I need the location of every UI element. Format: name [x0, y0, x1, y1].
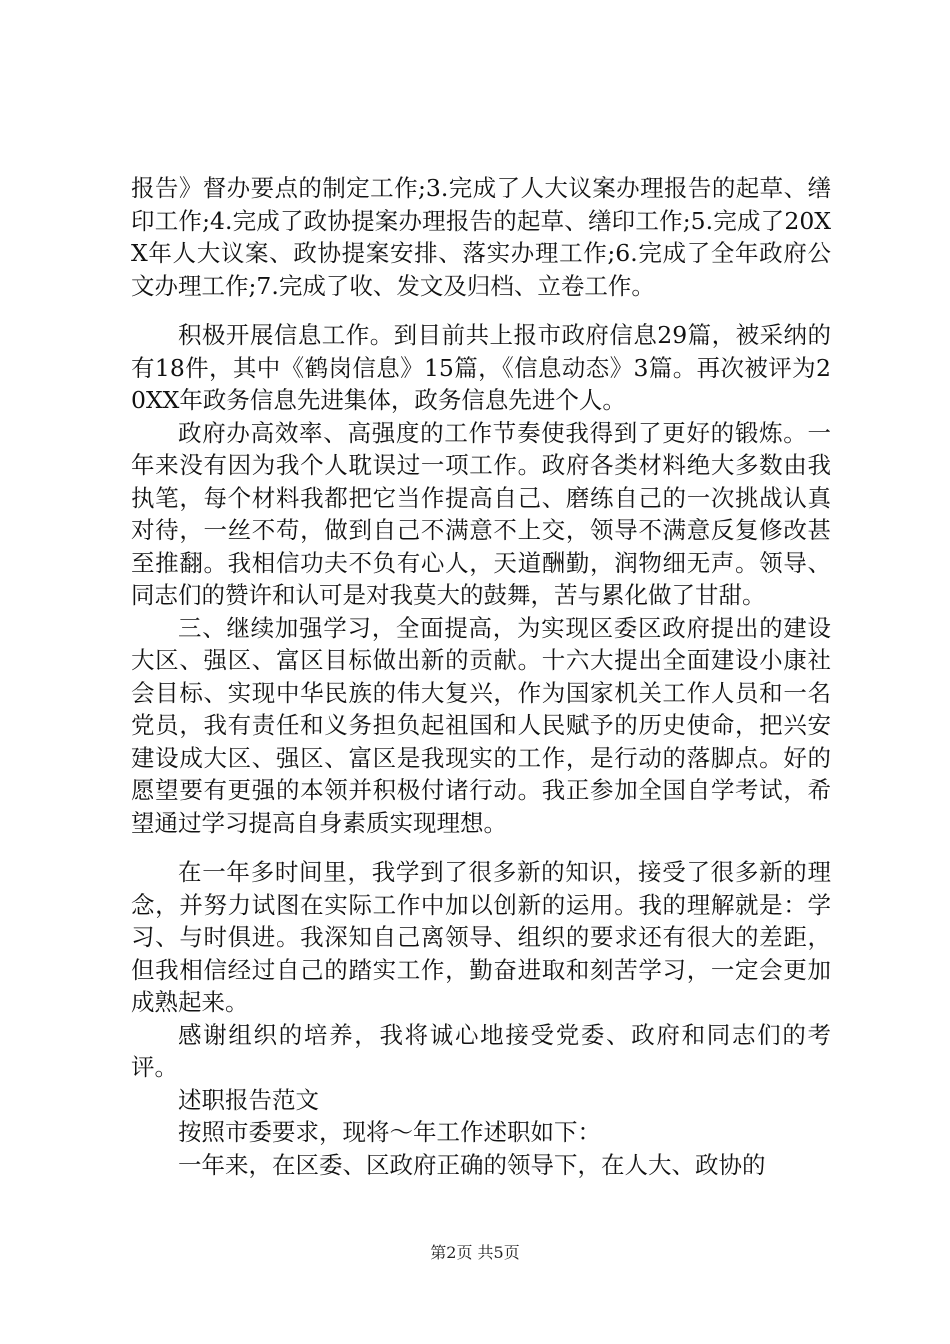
- document-body: [131, 172, 831, 1181]
- paragraph-intro: 按照市委要求，现将～年工作述职如下：: [178, 1118, 601, 1146]
- paragraph-opening: 一年来，在区委、区政府正确的领导下，在人大、政协的: [178, 1150, 766, 1179]
- paragraph-work-rhythm: 政府办高效率、高强度的工作节奏使我得到了更好的锻炼。一年来没有因为我个人耽误过一项工作。政府各类材料绝大多数由我执笔，每个材料我都把它当作提高自己、磨练自己的一次挑战认真对待，一丝不苟，做到自己不满意不上交，领导不满意反复修改甚至推翻。我相信功夫不负有心人，天道酬勤，润物细无声。领导、同志们的赞许和认可是对我莫大的鼓舞，苦与累化做了甘甜。: [131, 418, 831, 609]
- paragraph-information-work: 积极开展信息工作。到目前共上报市政府信息29篇，被采纳的有18件，其中《鹤岗信息》15篇，《信息动态》3篇。再次被评为20XX年政务信息先进集体，政务信息先进个人。: [131, 321, 831, 414]
- paragraph-spacer: [131, 839, 831, 856]
- paragraph-spacer: [131, 302, 831, 319]
- page-number-footer: 第2页 共5页: [430, 1243, 520, 1262]
- paragraph-learning-summary: 在一年多时间里，我学到了很多新的知识，接受了很多新的理念，并努力试图在实际工作中加以创新的运用。我的理解就是：学习、与时俱进。我深知自己离领导、组织的要求还有很大的差距，但我相信经过自己的踏实工作，勤奋进取和刻苦学习，一定会更加成熟起来。: [131, 858, 831, 1016]
- paragraph-continue-learning: 三、继续加强学习，全面提高，为实现区委区政府提出的建设大区、强区、富区目标做出新的贡献。十六大提出全面建设小康社会目标、实现中华民族的伟大复兴，作为国家机关工作人员和一名党员，我有责任和义务担负起祖国和人民赋予的历史使命，把兴安建设成大区、强区、富区是我现实的工作，是行动的落脚点。好的愿望要有更强的本领并积极付诸行动。我正参加全国自学考试，希望通过学习提高自身素质实现理想。: [131, 613, 831, 837]
- paragraph-thanks: 感谢组织的培养，我将诚心地接受党委、政府和同志们的考评。: [131, 1020, 831, 1081]
- section-heading: 述职报告范文: [178, 1085, 319, 1114]
- paragraph-task-list: 报告》督办要点的制定工作;3.完成了人大议案办理报告的起草、缮印工作;4.完成了政协提案办理报告的起草、缮印工作;5.完成了20XX年人大议案、政协提案安排、落实办理工作;6.完成了全年政府公文办理工作;7.完成了收、发文及归档、立卷工作。: [131, 174, 831, 300]
